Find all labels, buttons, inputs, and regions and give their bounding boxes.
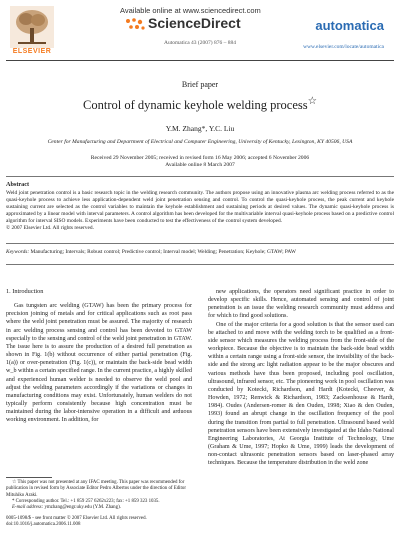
received-dates: Received 29 November 2005; received in revised form 16 May 2006; accepted 6 November 2006 — [90, 155, 310, 161]
section-heading: 1. Introduction — [6, 288, 44, 295]
footnote-editorial: ☆ This paper was not presented at any IFAC meeting. This paper was recommended for publication in revised form by Associate Editor Pedro Albertos under the direction of Editor Mituhiko Araki. — [6, 480, 186, 498]
page-header — [0, 0, 400, 62]
article-authors: Y.M. Zhang*, Y.C. Liu — [165, 124, 235, 133]
email-link[interactable]: ymzhang@engr.uky.edu (Y.M. Zhang). — [44, 505, 121, 511]
doi-link[interactable]: doi:10.1016/j.automatica.2006.11.008 — [6, 522, 81, 528]
journal-name: automatica — [315, 18, 384, 33]
keywords-bottom-divider — [6, 264, 394, 265]
article-title — [0, 95, 400, 113]
keywords-label: Keywords: — [6, 249, 30, 255]
abstract-text: Weld joint penetration control is a basic research topic in the welding research community. The authors propose using an innovative plasma arc welding process referred to as the quasi-keyhole process to achieve less application-dependent weld joint penetration sensing and control. To control the quasi-keyhole process, the peak current and keyhole sustaining current are selected as the control variables to maintain the keyhole establishment and sustaining periods at desired values. The dynamic quasi-keyhole process is approximated by a linear model with interval parameters. A control algorithm has been developed for the multivariable interval quasi-keyhole process based on a predictive control algorithm for interval SISO models. Experiments have been conducted to test the effectiveness of the control system developed. — [6, 190, 394, 225]
publisher-name: ELSEVIER — [12, 48, 52, 55]
journal-citation: Automatica 43 (2007) 876 – 884 — [164, 40, 236, 46]
body-paragraph: One of the major criteria for a good solution is that the sensor used can be attached to and move with the welding torch to be qualified as a front-side sensor which measures the welding process from the front-side of the workpiece. Because the objective is to maintain the back-side bead width within a certain range using a front-side sensor, the invisibility of the back-side and the strong arc light radiation appear to be the major obscures and various methods have thus been proposed, including pool oscillation, ultrasound, infrared sensor, etc. The pioneering work in pool oscillation was conducted by Kotecki, Richardson, and Hardt (Kotecki, Cheever, & Howden, 1972; Renwick & Richardson, 1983; Zacksenhouse & Hardt, 1984). Oudes (Andersen-romer & den Ouden, 1998; Xiao & den Ouden, 1993) found an abrupt change in the oscillation frequency of the pool during the transition from partial to full penetration. Ultrasound based weld penetration sensors have been extensively investigated at the Idaho National Engineering Laboratories, At Georgia Institute of Technology, Ume (Graham & Ume, 1997; Hopko & Ume, 1999) leads the development of non-contact ultrasonic penetration sensors based on laser-phased array techniques. Because the temperature distribution in the weld zone — [208, 321, 394, 467]
body-column-left — [6, 288, 192, 425]
keywords-text: Manufacturing; Intervals; Robust control; Predictive control; Interval model; Welding; Penetration; Keyhole; GTAW; PAW — [30, 249, 296, 255]
body-column-right — [208, 288, 394, 467]
page-footer — [6, 516, 206, 528]
footnote-corresponding: * Corresponding author. Tel.: +1 859 257 6262x223; fax: +1 859 323 1035. — [12, 498, 160, 504]
front-matter-line: 0005-1098/$ - see front matter © 2007 Elsevier Ltd. All rights reserved. — [6, 516, 147, 521]
article-dates — [0, 155, 400, 169]
available-online-date: Available online 8 March 2007 — [165, 162, 235, 169]
available-online-text: Available online at www.sciencedirect.com — [120, 6, 261, 15]
abstract-copyright: © 2007 Elsevier Ltd. All rights reserved. — [6, 225, 94, 232]
title-footnote-mark[interactable]: ☆ — [307, 96, 317, 107]
sciencedirect-name: ScienceDirect — [148, 15, 241, 31]
abstract-block — [6, 190, 394, 233]
body-paragraph: Gas tungsten arc welding (GTAW) has been the primary process for precision joining of metals and for critical applications such as root pass where the weld joint penetration must be assured. The majority of research in arc welding process sensing and control has been devoted to GTAW especially to the sensing and control of the weld joint penetration in GTAW. The issue here is to assure the production of a desired full penetration as shown in Fig. 1(b) without occurrence of either partial penetration (Fig. 1(a)) or over-penetration (Fig. 1(c)), or maintain the back-side bead width w_b within a certain specified range. In the current practice, a highly skilled and experienced human welder is needed to observe the weld pool and adjust the welding parameters accordingly if the variations or changes in manufacturing conditions may exist. Unfortunately, human welders do not typically perform consistently because high concentration must be maintained during the labor-intensive operation in a difficult and arduous working environment. In addition, for — [6, 303, 192, 424]
abstract-top-divider — [6, 176, 394, 177]
footnote-divider — [6, 477, 52, 478]
article-title-text: Control of dynamic keyhole welding process — [83, 98, 308, 113]
abstract-heading: Abstract — [6, 181, 30, 188]
footnote-email — [6, 505, 196, 511]
author-affiliation: Center for Manufacturing and Department of Electrical and Computer Engineering, University of Kentucky, Lexington, KY 40506, USA — [47, 139, 353, 145]
email-label: E-mail address: — [12, 505, 44, 511]
article-type: Brief paper — [181, 80, 219, 89]
body-paragraph: new applications, the operators need significant practice in order to develop specific skills. Hence, automated sensing and control of joint penetration is an issue the welding research community must address and for which to find good solutions. — [208, 289, 394, 320]
abstract-bottom-divider — [6, 243, 394, 244]
footnotes-block — [6, 480, 196, 511]
journal-url-link[interactable]: www.elsevier.com/locate/automatica — [303, 44, 384, 50]
header-divider — [6, 60, 394, 61]
sciencedirect-mark-icon — [124, 17, 146, 31]
keywords-block — [6, 249, 394, 256]
